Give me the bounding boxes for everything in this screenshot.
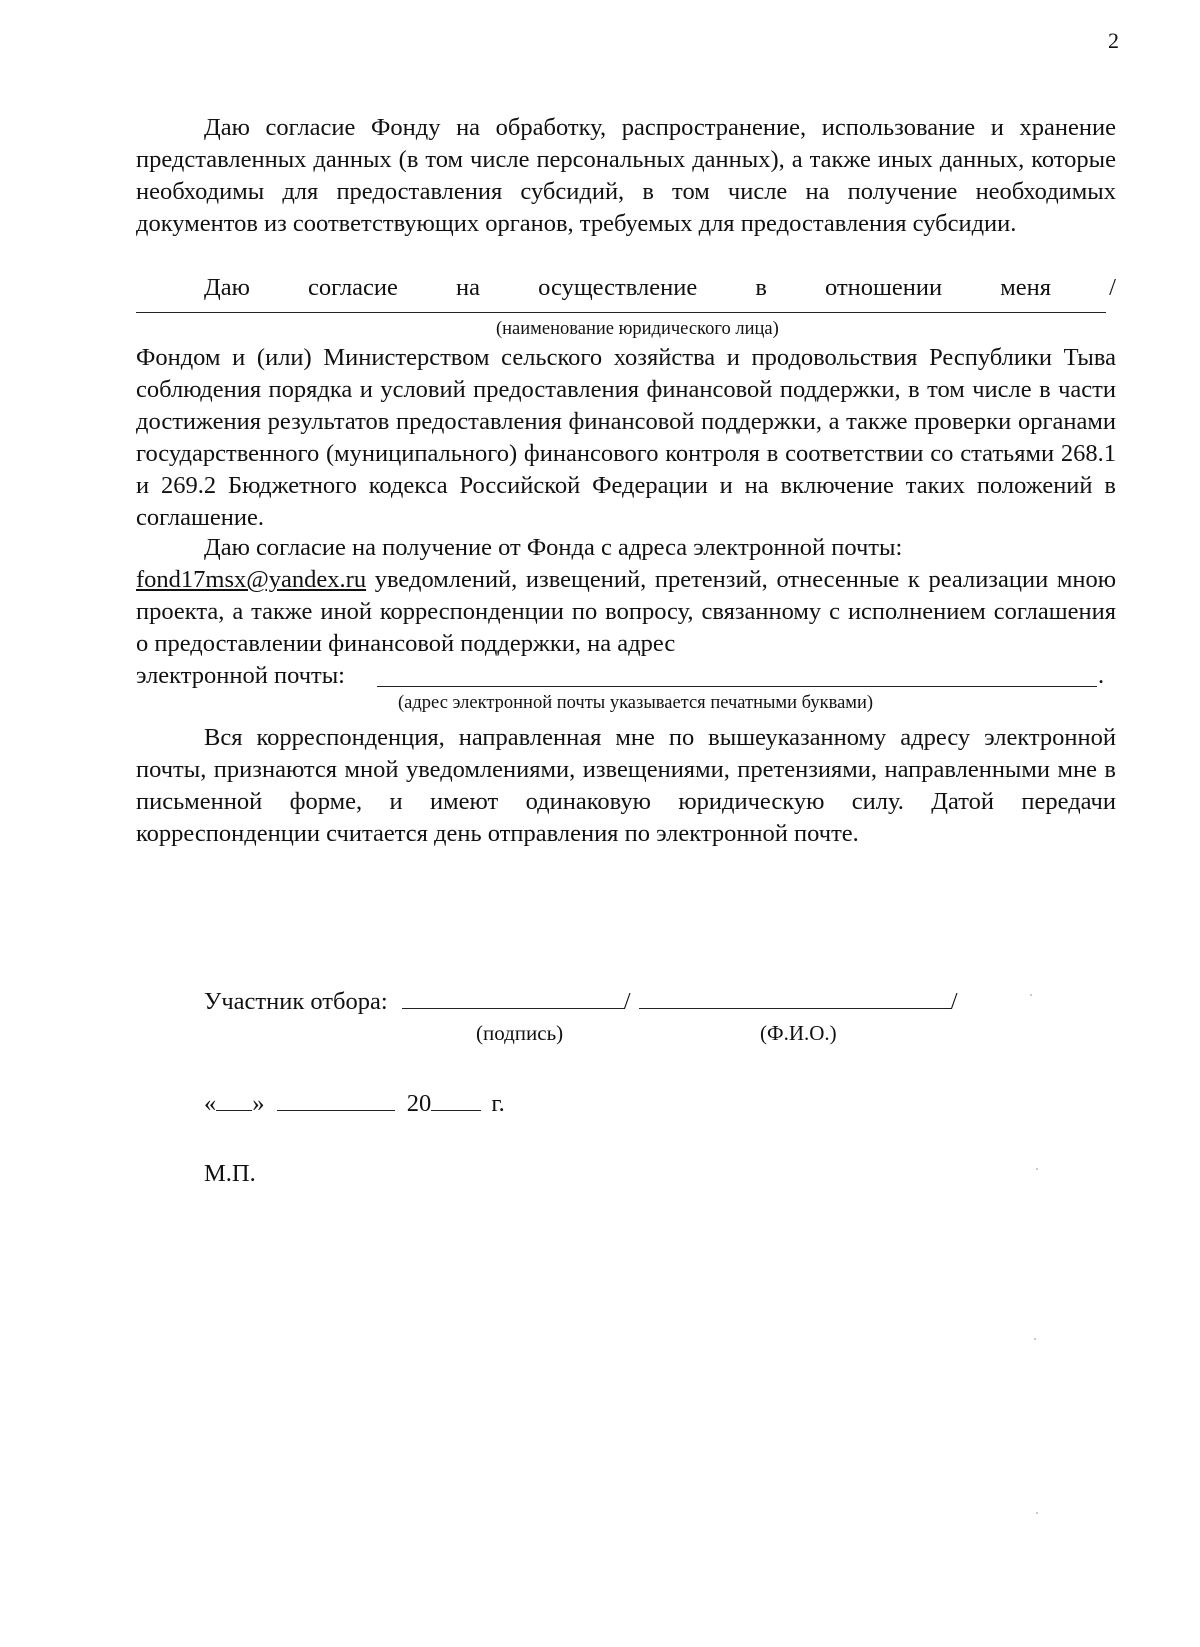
consent-paragraph-data-processing: Даю согласие Фонду на обработку, распространение, использование и хранение представленных данных (в том числе персональных данных), а также иных данных, которые необходимы для предоставления субсидий, в том числе на получение необходимых документов из соответствующих органов, требуемых для предоставления субсидии.: [136, 114, 1116, 237]
signature-end-slash: /: [950, 988, 958, 1015]
word: Даю: [204, 274, 250, 301]
word: меня: [1000, 274, 1051, 301]
year-suffix: г.: [491, 1090, 505, 1117]
consent-paragraph-inspection: Фондом и (или) Министерством сельского хозяйства и продовольствия Республики Тыва соблюдения порядка и условий предоставления финансовой поддержки, в том числе в части достижения результатов предоставления финансовой поддержки, а также проверки органами государственного (муниципального) финансового контроля в соответствии со статьями 268.1 и 269.2 Бюджетного кодекса Российской Федерации и на включение таких положений в соглашение.: [136, 344, 1116, 531]
full-name-field-line[interactable]: [639, 984, 951, 1009]
email-field-caption: (адрес электронной почты указывается печатными буквами): [398, 693, 874, 713]
signature-label: Участник отбора:: [204, 988, 388, 1015]
scan-speck: [1034, 1338, 1036, 1340]
entity-name-caption: (наименование юридического лица): [496, 319, 779, 339]
email-body-text: уведомлений, извещений, претензий, отнесенные к реализации мною проекта, а также иной корреспонденции по вопросу, связанному с исполнением соглашения о предоставлении финансовой поддержки, на адрес: [136, 566, 1117, 657]
fund-email-link[interactable]: fond17msx@yandex.ru: [136, 566, 367, 593]
correspondence-paragraph: Вся корреспонденция, направленная мне по вышеуказанному адресу электронной почты, признаются мной уведомлениями, извещениями, претензиями, направленными мне в письменной форме, и имеют одинаковую юридическую силу. Датой передачи корреспонденции считается день отправления по электронной почте.: [136, 724, 1116, 847]
word: в: [755, 274, 767, 301]
scan-speck: [1030, 994, 1032, 996]
year-prefix: 20: [406, 1090, 432, 1117]
email-field-label: электронной почты:: [136, 662, 345, 689]
signature-caption: (подпись): [476, 1021, 564, 1045]
word: осуществление: [538, 274, 698, 301]
entity-name-field-line[interactable]: [136, 312, 1106, 313]
date-close-quote: »: [252, 1090, 265, 1117]
email-field-end: .: [1098, 662, 1105, 689]
consent-paragraph-email-body: [136, 564, 1116, 660]
year-field-line[interactable]: [431, 1086, 481, 1111]
consent-line-inspection-start: [136, 272, 1116, 304]
scan-speck: [1036, 1512, 1038, 1514]
stamp-placeholder: М.П.: [204, 1160, 256, 1187]
word: согласие: [308, 274, 398, 301]
consent-paragraph-email-first-line: Даю согласие на получение от Фонда с адреса электронной почты:: [204, 534, 903, 561]
full-name-caption: (Ф.И.О.): [760, 1021, 837, 1045]
email-field-line[interactable]: [377, 686, 1097, 687]
date-row: [204, 1086, 505, 1120]
signature-field-line[interactable]: [402, 984, 624, 1009]
signature-row: [204, 984, 958, 1018]
scan-speck: [1036, 1168, 1038, 1170]
day-field-line[interactable]: [216, 1086, 252, 1111]
word: отношении: [825, 274, 943, 301]
email-field-row: [136, 660, 1116, 692]
word: /: [1109, 274, 1116, 301]
word: на: [456, 274, 481, 301]
month-field-line[interactable]: [277, 1086, 395, 1111]
signature-separator: /: [623, 988, 631, 1015]
page-number: 2: [1108, 28, 1119, 53]
date-open-quote: «: [204, 1090, 217, 1117]
